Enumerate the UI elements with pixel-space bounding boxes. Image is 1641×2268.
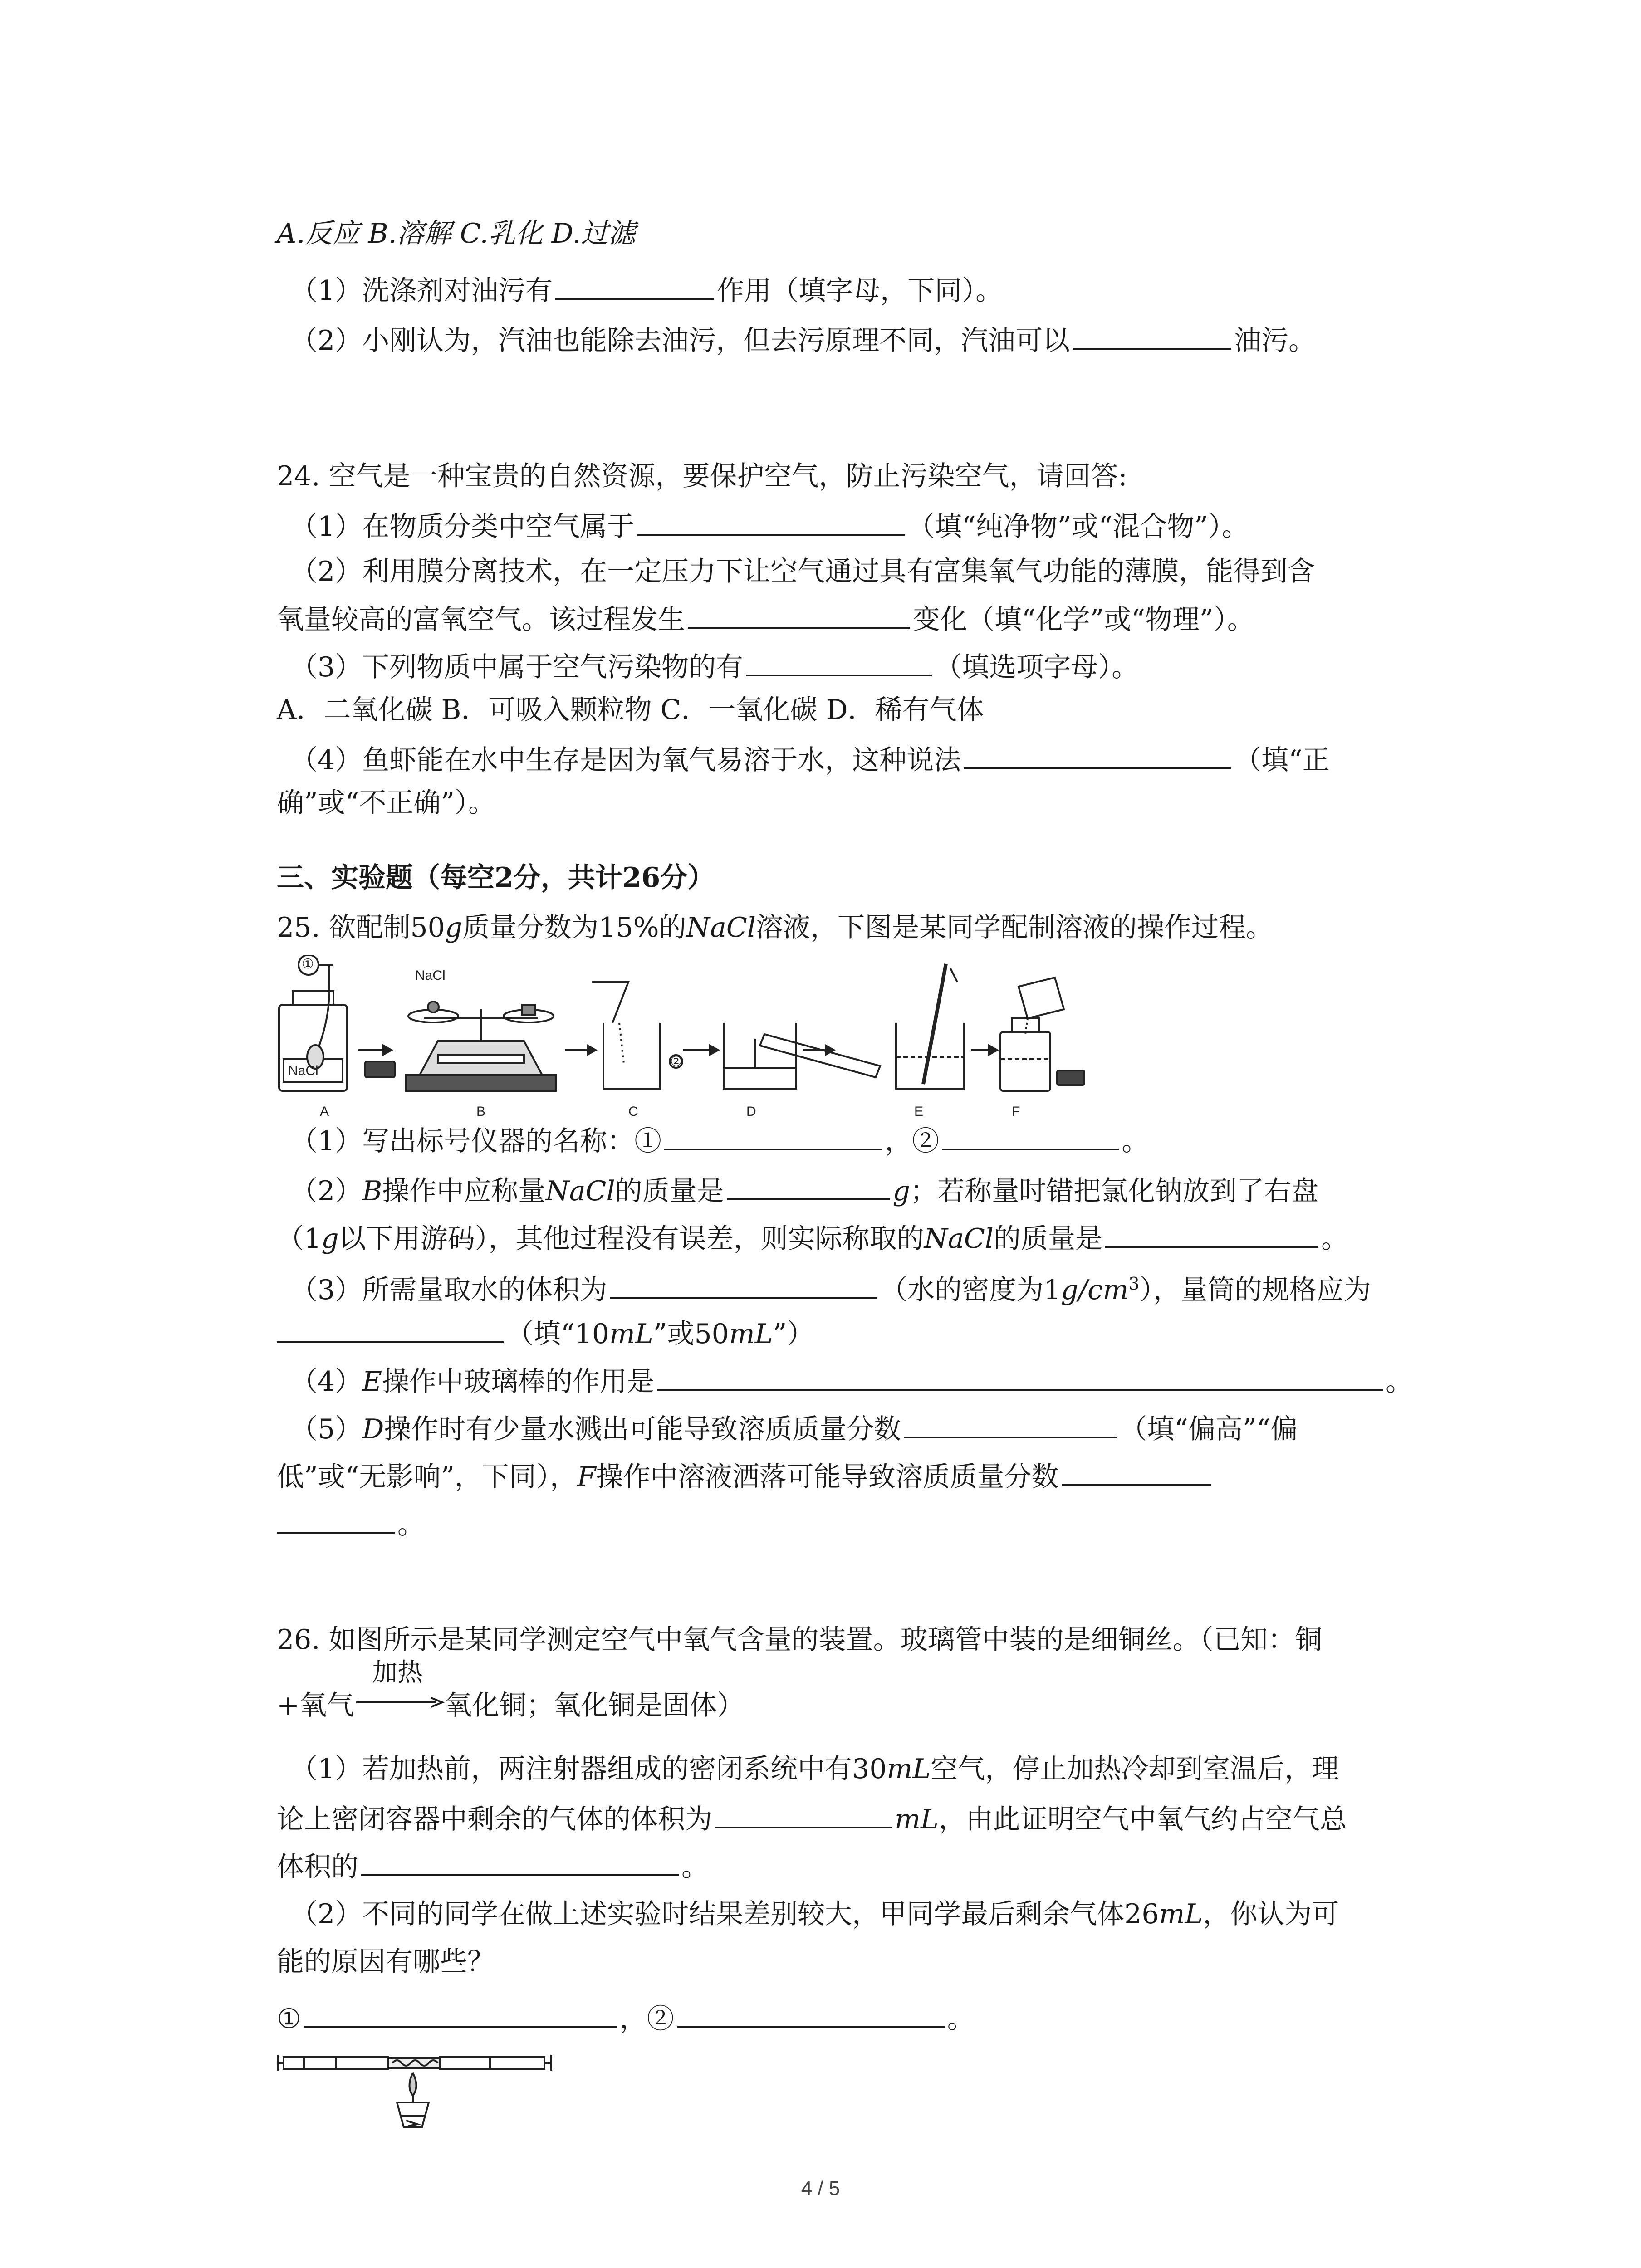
answer-blank[interactable]: [1105, 1218, 1318, 1248]
answer-blank[interactable]: [942, 1120, 1119, 1150]
answer-blank[interactable]: [746, 646, 932, 676]
answer-blank[interactable]: [727, 1170, 890, 1200]
q25-part1: （1）写出标号仪器的名称：① ，② 。: [290, 1120, 1149, 1159]
section-title: 三、实验题（每空2分，共计26分）: [277, 862, 715, 894]
figure-label-b: B: [476, 1104, 486, 1119]
q24-part4-cont: 确”或“不正确”）。: [277, 787, 496, 819]
q23-part2: （2）小刚认为，汽油也能除去油污，但去污原理不同，汽油可以 油污。: [290, 320, 1316, 359]
q26-part2-cont: 能的原因有哪些？: [277, 1946, 495, 1978]
q24-stem: 24. 空气是一种宝贵的自然资源，要保护空气，防止污染空气，请回答:: [277, 460, 1127, 492]
q26-part1: （1）若加热前，两注射器组成的密闭系统中有30mL空气，停止加热冷却到室温后，理: [290, 1753, 1339, 1785]
answer-blank[interactable]: [664, 1120, 882, 1150]
q24-part1: （1）在物质分类中空气属于 （填“纯净物”或“混合物”）。: [290, 506, 1249, 545]
answer-blank[interactable]: [277, 1504, 395, 1534]
q25-part2: （2）B操作中应称量NaCl的质量是 g；若称量时错把氯化钠放到了右盘: [290, 1170, 1318, 1209]
bottle-label: NaCl: [288, 1063, 318, 1078]
answer-blank[interactable]: [964, 739, 1231, 769]
q24-part4: （4）鱼虾能在水中生存是因为氧气易溶于水，这种说法 （填“正: [290, 739, 1330, 778]
heat-arrow: 加热: [354, 1678, 445, 1715]
marker-2: ②: [670, 1054, 682, 1069]
q26-part2: （2）不同的同学在做上述实验时结果差别较大，甲同学最后剩余气体26mL，你认为可: [290, 1898, 1339, 1930]
answer-blank[interactable]: [1062, 1456, 1211, 1486]
q26-part1-cont: 论上密闭容器中剩余的气体的体积为 mL，由此证明空气中氧气约占空气总: [277, 1799, 1347, 1838]
balance-label: NaCl: [415, 968, 446, 983]
q23-part1: （1）洗涤剂对油污有 作用（填字母，下同）。: [290, 270, 1003, 309]
answer-blank[interactable]: [1073, 320, 1231, 350]
beaker-icon: [592, 982, 682, 1089]
figure-label-f: F: [1012, 1104, 1020, 1119]
q23-options: A.反应 B.溶解 C.乳化 D.过滤: [277, 218, 636, 249]
q26-part2-answers: ① ，② 。: [277, 1998, 975, 2037]
pouring-bottle-icon: [1000, 978, 1084, 1091]
answer-blank[interactable]: [715, 1799, 892, 1828]
q25-part3: （3）所需量取水的体积为 （水的密度为$1g/cm^3$），量筒的规格应为: [290, 1266, 1371, 1308]
q24-part3: （3）下列物质中属于空气污染物的有 （填选项字母）。: [290, 646, 1139, 685]
solution-preparation-figure: [274, 955, 1091, 1123]
answer-blank[interactable]: [304, 1998, 617, 2028]
stirring-beaker-icon: [896, 964, 964, 1089]
figure-label-d: D: [746, 1104, 756, 1119]
q25-stem: 25. 欲配制50g质量分数为15%的NaCl溶液，下图是某同学配制溶液的操作过程。: [277, 912, 1273, 943]
q25-part5-cont2: 。: [277, 1504, 425, 1543]
answer-blank[interactable]: [610, 1269, 877, 1299]
q24-part2-cont: 氧量较高的富氧空气。该过程发生 变化（填“化学”或“物理”）。: [277, 599, 1254, 638]
q26-stem-cont: +氧气 加热 氧化铜；氧化铜是固体）: [277, 1658, 745, 1721]
q25-part5-cont: 低”或“无影响”，下同），F操作中溶液洒落可能导致溶质质量分数: [277, 1456, 1214, 1495]
q25-part3-cont: （填“10mL”或50mL”）: [277, 1313, 814, 1352]
left-syringe-icon: [278, 2055, 388, 2071]
q25-part2-cont: （1g以下用游码），其他过程没有误差，则实际称取的NaCl的质量是 。: [277, 1218, 1348, 1257]
answer-blank[interactable]: [688, 599, 910, 629]
graduated-cylinder-icon: [724, 1023, 880, 1089]
figure-label-e: E: [914, 1104, 924, 1119]
page-number: 4 / 5: [801, 2177, 840, 2200]
q24-part2: （2）利用膜分离技术，在一定压力下让空气通过具有富集氧气功能的薄膜，能得到含: [290, 556, 1315, 587]
figure-label-a: A: [320, 1104, 329, 1119]
q24-options: A．二氧化碳 B．可吸入颗粒物 C．一氧化碳 D．稀有气体: [277, 694, 984, 726]
answer-blank[interactable]: [555, 270, 714, 300]
answer-blank[interactable]: [657, 1361, 1383, 1391]
answer-blank[interactable]: [361, 1846, 679, 1876]
glass-tube-icon: [388, 2058, 440, 2068]
q25-part4: （4）E操作中玻璃棒的作用是 。: [290, 1361, 1413, 1400]
q26-part1-cont2: 体积的 。: [277, 1846, 709, 1885]
q26-stem: 26. 如图所示是某同学测定空气中氧气含量的装置。玻璃管中装的是细铜丝。（已知：铜: [277, 1624, 1323, 1656]
marker-1: ①: [302, 957, 314, 972]
answer-blank[interactable]: [637, 506, 905, 536]
answer-blank[interactable]: [277, 1313, 504, 1343]
alcohol-lamp-icon: [397, 2073, 429, 2127]
q25-part5: （5）D操作时有少量水溅出可能导致溶质质量分数 （填“偏高”“偏: [290, 1408, 1298, 1447]
answer-blank[interactable]: [677, 1998, 945, 2028]
syringe-apparatus-figure: [277, 2048, 558, 2139]
balance-icon: [406, 1002, 556, 1091]
right-syringe-icon: [440, 2055, 551, 2071]
answer-blank[interactable]: [904, 1408, 1117, 1438]
figure-label-c: C: [628, 1104, 638, 1119]
